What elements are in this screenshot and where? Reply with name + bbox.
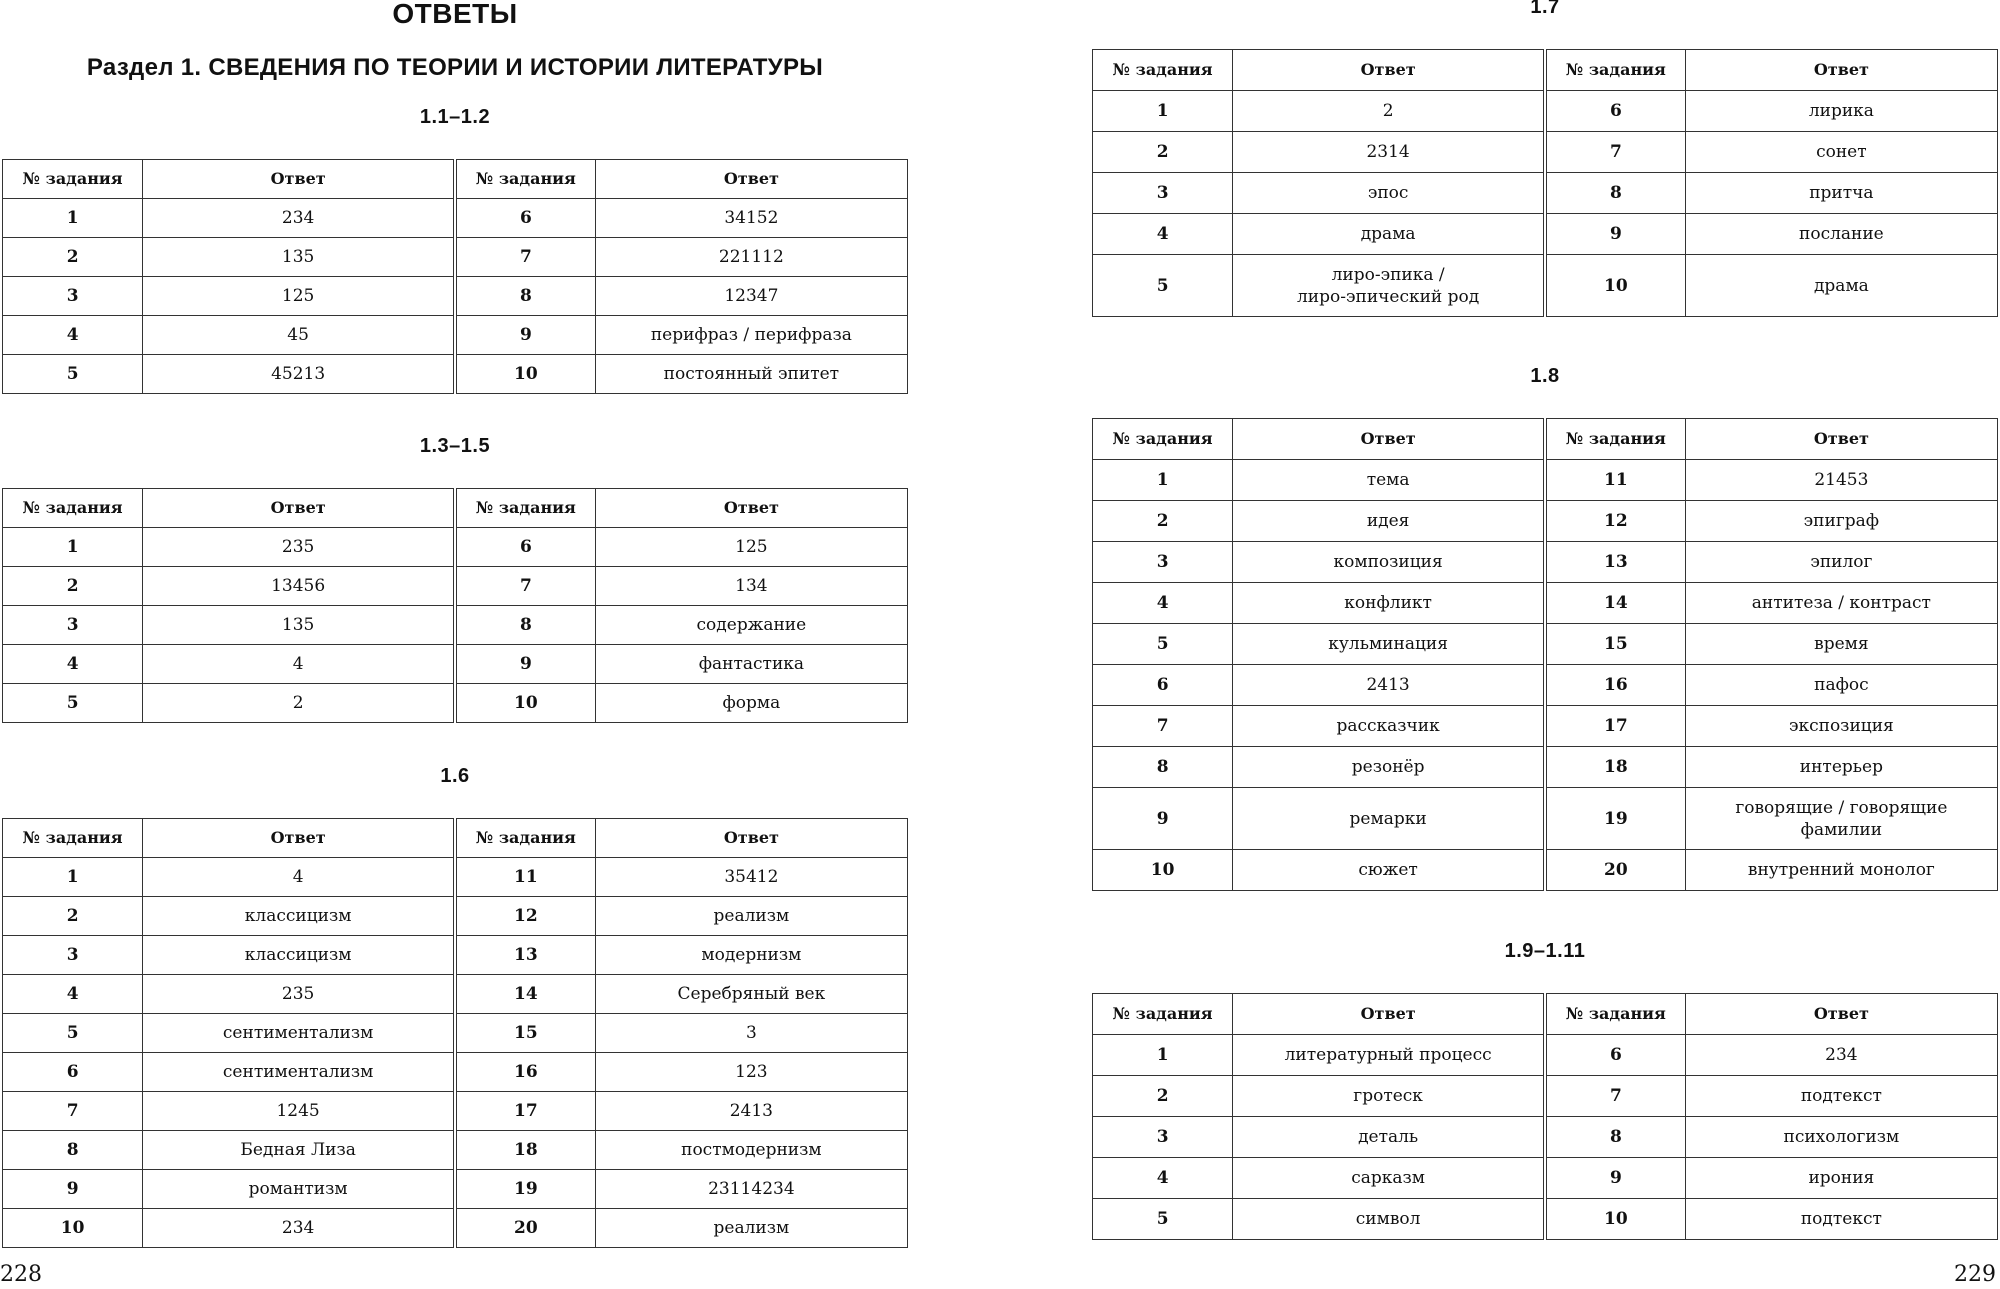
answer-cell: 2 [143, 684, 455, 723]
column-header-answer: Ответ [143, 489, 455, 528]
task-number-cell: 5 [3, 684, 143, 723]
answer-cell: 2 [1233, 91, 1545, 132]
task-number-cell: 9 [1093, 788, 1233, 850]
task-number-cell: 8 [3, 1131, 143, 1170]
answer-cell: постмодернизм [595, 1131, 907, 1170]
column-header-answer: Ответ [595, 489, 907, 528]
page-title: ОТВЕТЫ [392, 0, 518, 29]
task-number-cell: 9 [455, 316, 595, 355]
table-heading: 1.3–1.5 [419, 435, 491, 457]
answer-cell: драма [1685, 255, 1997, 317]
answer-cell: лиро-эпика / лиро-эпический род [1233, 255, 1545, 317]
answer-cell: сюжет [1233, 850, 1545, 891]
answer-cell: классицизм [143, 936, 455, 975]
table-row [3, 1092, 908, 1131]
table-header-row [3, 489, 908, 528]
answer-cell: сарказм [1233, 1158, 1545, 1199]
column-header-task-number: № задания [3, 160, 143, 199]
answer-cell: 234 [143, 199, 455, 238]
answer-cell: лирика [1685, 91, 1997, 132]
table-row [3, 975, 908, 1014]
table-row [1093, 1158, 1998, 1199]
answer-cell: ирония [1685, 1158, 1997, 1199]
task-number-cell: 1 [1093, 460, 1233, 501]
task-number-cell: 5 [1093, 624, 1233, 665]
answer-cell: реализм [595, 897, 907, 936]
table-heading: 1.6 [440, 765, 470, 787]
task-number-cell: 12 [1545, 501, 1685, 542]
table-row [1093, 1076, 1998, 1117]
task-number-cell: 6 [455, 528, 595, 567]
task-number-cell: 8 [455, 277, 595, 316]
answer-cell: 2314 [1233, 132, 1545, 173]
answer-cell: 135 [143, 238, 455, 277]
answer-cell: эпос [1233, 173, 1545, 214]
answer-cell: 2413 [1233, 665, 1545, 706]
task-number-cell: 6 [3, 1053, 143, 1092]
task-number-cell: 9 [3, 1170, 143, 1209]
answer-cell: интерьер [1685, 747, 1997, 788]
task-number-cell: 10 [1545, 255, 1685, 317]
answer-cell: 235 [143, 528, 455, 567]
table-row [1093, 132, 1998, 173]
table-row [1093, 583, 1998, 624]
task-number-cell: 6 [455, 199, 595, 238]
answers-table [2, 818, 908, 1248]
task-number-cell: 11 [1545, 460, 1685, 501]
table-row [1093, 460, 1998, 501]
answer-cell: ремарки [1233, 788, 1545, 850]
answer-cell: сентиментализм [143, 1053, 455, 1092]
answer-cell: 23114234 [595, 1170, 907, 1209]
task-number-cell: 7 [1545, 132, 1685, 173]
answer-cell: Серебряный век [595, 975, 907, 1014]
answers-table [1092, 418, 1998, 891]
task-number-cell: 7 [455, 238, 595, 277]
answer-cell: композиция [1233, 542, 1545, 583]
answer-cell: психологизм [1685, 1117, 1997, 1158]
answer-cell: реализм [595, 1209, 907, 1248]
column-header-answer: Ответ [595, 819, 907, 858]
task-number-cell: 5 [1093, 255, 1233, 317]
task-number-cell: 1 [3, 199, 143, 238]
answer-cell: 123 [595, 1053, 907, 1092]
answer-cell: подтекст [1685, 1199, 1997, 1240]
table-row [3, 684, 908, 723]
task-number-cell: 2 [1093, 501, 1233, 542]
page-number: 229 [1954, 1262, 1996, 1287]
table-row [3, 936, 908, 975]
column-header-answer: Ответ [1685, 994, 1997, 1035]
table-row [1093, 1117, 1998, 1158]
table-row [3, 355, 908, 394]
table-row [1093, 624, 1998, 665]
table-row [3, 528, 908, 567]
answer-cell: 235 [143, 975, 455, 1014]
right-page [1090, 0, 2000, 1289]
answer-cell: драма [1233, 214, 1545, 255]
answers-table [2, 488, 908, 723]
task-number-cell: 13 [1545, 542, 1685, 583]
column-header-task-number: № задания [455, 489, 595, 528]
answer-cell: притча [1685, 173, 1997, 214]
task-number-cell: 15 [1545, 624, 1685, 665]
task-number-cell: 4 [1093, 583, 1233, 624]
task-number-cell: 2 [3, 567, 143, 606]
column-header-task-number: № задания [1093, 419, 1233, 460]
answer-cell: тема [1233, 460, 1545, 501]
answer-cell: 4 [143, 645, 455, 684]
table-row [1093, 214, 1998, 255]
table-row [3, 567, 908, 606]
answer-cell: сентиментализм [143, 1014, 455, 1053]
table-row [3, 238, 908, 277]
answer-cell: деталь [1233, 1117, 1545, 1158]
task-number-cell: 9 [1545, 1158, 1685, 1199]
task-number-cell: 17 [1545, 706, 1685, 747]
answer-cell: 21453 [1685, 460, 1997, 501]
task-number-cell: 19 [1545, 788, 1685, 850]
table-row [1093, 542, 1998, 583]
table-row [3, 1170, 908, 1209]
task-number-cell: 10 [1545, 1199, 1685, 1240]
table-row [3, 1053, 908, 1092]
answer-cell: 1245 [143, 1092, 455, 1131]
table-row [1093, 173, 1998, 214]
answer-cell: сонет [1685, 132, 1997, 173]
task-number-cell: 10 [455, 684, 595, 723]
answer-cell: романтизм [143, 1170, 455, 1209]
task-number-cell: 3 [3, 277, 143, 316]
answer-cell: внутренний монолог [1685, 850, 1997, 891]
answer-cell: 125 [595, 528, 907, 567]
answers-table [1092, 993, 1998, 1240]
column-header-task-number: № задания [1093, 50, 1233, 91]
task-number-cell: 5 [1093, 1199, 1233, 1240]
column-header-task-number: № задания [3, 819, 143, 858]
answer-cell: рассказчик [1233, 706, 1545, 747]
task-number-cell: 3 [1093, 1117, 1233, 1158]
answer-cell: эпилог [1685, 542, 1997, 583]
task-number-cell: 10 [3, 1209, 143, 1248]
task-number-cell: 4 [3, 975, 143, 1014]
section-heading: Раздел 1. СВЕДЕНИЯ ПО ТЕОРИИ И ИСТОРИИ ЛИТЕРАТУРЫ [86, 54, 824, 81]
task-number-cell: 2 [3, 897, 143, 936]
task-number-cell: 16 [455, 1053, 595, 1092]
task-number-cell: 13 [455, 936, 595, 975]
task-number-cell: 2 [1093, 132, 1233, 173]
answer-cell: экспозиция [1685, 706, 1997, 747]
table-row [3, 897, 908, 936]
page-number: 228 [0, 1262, 42, 1287]
column-header-answer: Ответ [143, 160, 455, 199]
table-row [1093, 1035, 1998, 1076]
answer-cell: постоянный эпитет [595, 355, 907, 394]
task-number-cell: 3 [1093, 173, 1233, 214]
column-header-answer: Ответ [1233, 419, 1545, 460]
table-row [3, 1014, 908, 1053]
answer-cell: послание [1685, 214, 1997, 255]
answer-cell: пафос [1685, 665, 1997, 706]
table-row [3, 316, 908, 355]
task-number-cell: 7 [3, 1092, 143, 1131]
table-heading: 1.8 [1530, 365, 1560, 387]
answer-cell: форма [595, 684, 907, 723]
answer-cell: модернизм [595, 936, 907, 975]
task-number-cell: 3 [1093, 542, 1233, 583]
task-number-cell: 17 [455, 1092, 595, 1131]
task-number-cell: 8 [1545, 1117, 1685, 1158]
answer-cell: гротеск [1233, 1076, 1545, 1117]
table-row [1093, 850, 1998, 891]
task-number-cell: 1 [1093, 1035, 1233, 1076]
column-header-answer: Ответ [1685, 50, 1997, 91]
table-heading: 1.1–1.2 [419, 106, 491, 128]
task-number-cell: 18 [455, 1131, 595, 1170]
column-header-task-number: № задания [3, 489, 143, 528]
column-header-answer: Ответ [595, 160, 907, 199]
table-row [3, 1209, 908, 1248]
answer-cell: 125 [143, 277, 455, 316]
task-number-cell: 1 [3, 858, 143, 897]
task-number-cell: 10 [455, 355, 595, 394]
table-header-row [1093, 419, 1998, 460]
task-number-cell: 7 [1093, 706, 1233, 747]
column-header-task-number: № задания [1545, 994, 1685, 1035]
task-number-cell: 14 [455, 975, 595, 1014]
table-row [3, 277, 908, 316]
task-number-cell: 2 [1093, 1076, 1233, 1117]
task-number-cell: 12 [455, 897, 595, 936]
table-heading: 1.7 [1530, 0, 1560, 18]
answer-cell: 45 [143, 316, 455, 355]
task-number-cell: 19 [455, 1170, 595, 1209]
answer-cell: подтекст [1685, 1076, 1997, 1117]
column-header-answer: Ответ [1685, 419, 1997, 460]
table-row [1093, 255, 1998, 317]
table-row [3, 606, 908, 645]
task-number-cell: 5 [3, 355, 143, 394]
column-header-task-number: № задания [1545, 419, 1685, 460]
table-row [1093, 1199, 1998, 1240]
table-row [3, 199, 908, 238]
answer-cell: 234 [1685, 1035, 1997, 1076]
table-row [1093, 788, 1998, 850]
answer-cell: 45213 [143, 355, 455, 394]
column-header-answer: Ответ [1233, 994, 1545, 1035]
column-header-task-number: № задания [1545, 50, 1685, 91]
answer-cell: идея [1233, 501, 1545, 542]
task-number-cell: 7 [1545, 1076, 1685, 1117]
table-header-row [3, 160, 908, 199]
task-number-cell: 8 [1093, 747, 1233, 788]
answer-cell: 134 [595, 567, 907, 606]
column-header-answer: Ответ [143, 819, 455, 858]
table-header-row [1093, 994, 1998, 1035]
task-number-cell: 3 [3, 936, 143, 975]
task-number-cell: 3 [3, 606, 143, 645]
answer-cell: 4 [143, 858, 455, 897]
column-header-task-number: № задания [455, 160, 595, 199]
answer-cell: 2413 [595, 1092, 907, 1131]
task-number-cell: 1 [1093, 91, 1233, 132]
table-row [1093, 747, 1998, 788]
task-number-cell: 1 [3, 528, 143, 567]
answer-cell: 35412 [595, 858, 907, 897]
task-number-cell: 6 [1093, 665, 1233, 706]
table-header-row [1093, 50, 1998, 91]
answer-cell: 234 [143, 1209, 455, 1248]
task-number-cell: 7 [455, 567, 595, 606]
task-number-cell: 15 [455, 1014, 595, 1053]
task-number-cell: 20 [1545, 850, 1685, 891]
task-number-cell: 9 [1545, 214, 1685, 255]
task-number-cell: 9 [455, 645, 595, 684]
task-number-cell: 14 [1545, 583, 1685, 624]
answer-cell: кульминация [1233, 624, 1545, 665]
answer-cell: перифраз / перифраза [595, 316, 907, 355]
task-number-cell: 4 [3, 316, 143, 355]
task-number-cell: 5 [3, 1014, 143, 1053]
column-header-task-number: № задания [455, 819, 595, 858]
answer-cell: эпиграф [1685, 501, 1997, 542]
table-row [1093, 665, 1998, 706]
answer-cell: символ [1233, 1199, 1545, 1240]
task-number-cell: 10 [1093, 850, 1233, 891]
answer-cell: литературный процесс [1233, 1035, 1545, 1076]
table-row [1093, 91, 1998, 132]
column-header-answer: Ответ [1233, 50, 1545, 91]
table-heading: 1.9–1.11 [1504, 940, 1586, 962]
task-number-cell: 18 [1545, 747, 1685, 788]
answer-cell: 12347 [595, 277, 907, 316]
answer-cell: Бедная Лиза [143, 1131, 455, 1170]
answer-cell: 221112 [595, 238, 907, 277]
answer-cell: время [1685, 624, 1997, 665]
answer-cell: 34152 [595, 199, 907, 238]
answer-cell: классицизм [143, 897, 455, 936]
answers-table [1092, 49, 1998, 317]
answer-cell: резонёр [1233, 747, 1545, 788]
table-row [3, 1131, 908, 1170]
task-number-cell: 4 [1093, 214, 1233, 255]
task-number-cell: 6 [1545, 1035, 1685, 1076]
answer-cell: фантастика [595, 645, 907, 684]
answer-cell: 13456 [143, 567, 455, 606]
answer-cell: 3 [595, 1014, 907, 1053]
table-row [1093, 706, 1998, 747]
task-number-cell: 4 [1093, 1158, 1233, 1199]
answer-cell: говорящие / говорящие фамилии [1685, 788, 1997, 850]
task-number-cell: 8 [455, 606, 595, 645]
table-row [3, 645, 908, 684]
left-page [0, 0, 910, 1289]
task-number-cell: 11 [455, 858, 595, 897]
answer-cell: содержание [595, 606, 907, 645]
answer-cell: антитеза / контраст [1685, 583, 1997, 624]
task-number-cell: 16 [1545, 665, 1685, 706]
task-number-cell: 2 [3, 238, 143, 277]
task-number-cell: 8 [1545, 173, 1685, 214]
table-header-row [3, 819, 908, 858]
task-number-cell: 4 [3, 645, 143, 684]
task-number-cell: 6 [1545, 91, 1685, 132]
answer-cell: 135 [143, 606, 455, 645]
answers-table [2, 159, 908, 394]
table-row [1093, 501, 1998, 542]
answer-cell: конфликт [1233, 583, 1545, 624]
table-row [3, 858, 908, 897]
task-number-cell: 20 [455, 1209, 595, 1248]
column-header-task-number: № задания [1093, 994, 1233, 1035]
